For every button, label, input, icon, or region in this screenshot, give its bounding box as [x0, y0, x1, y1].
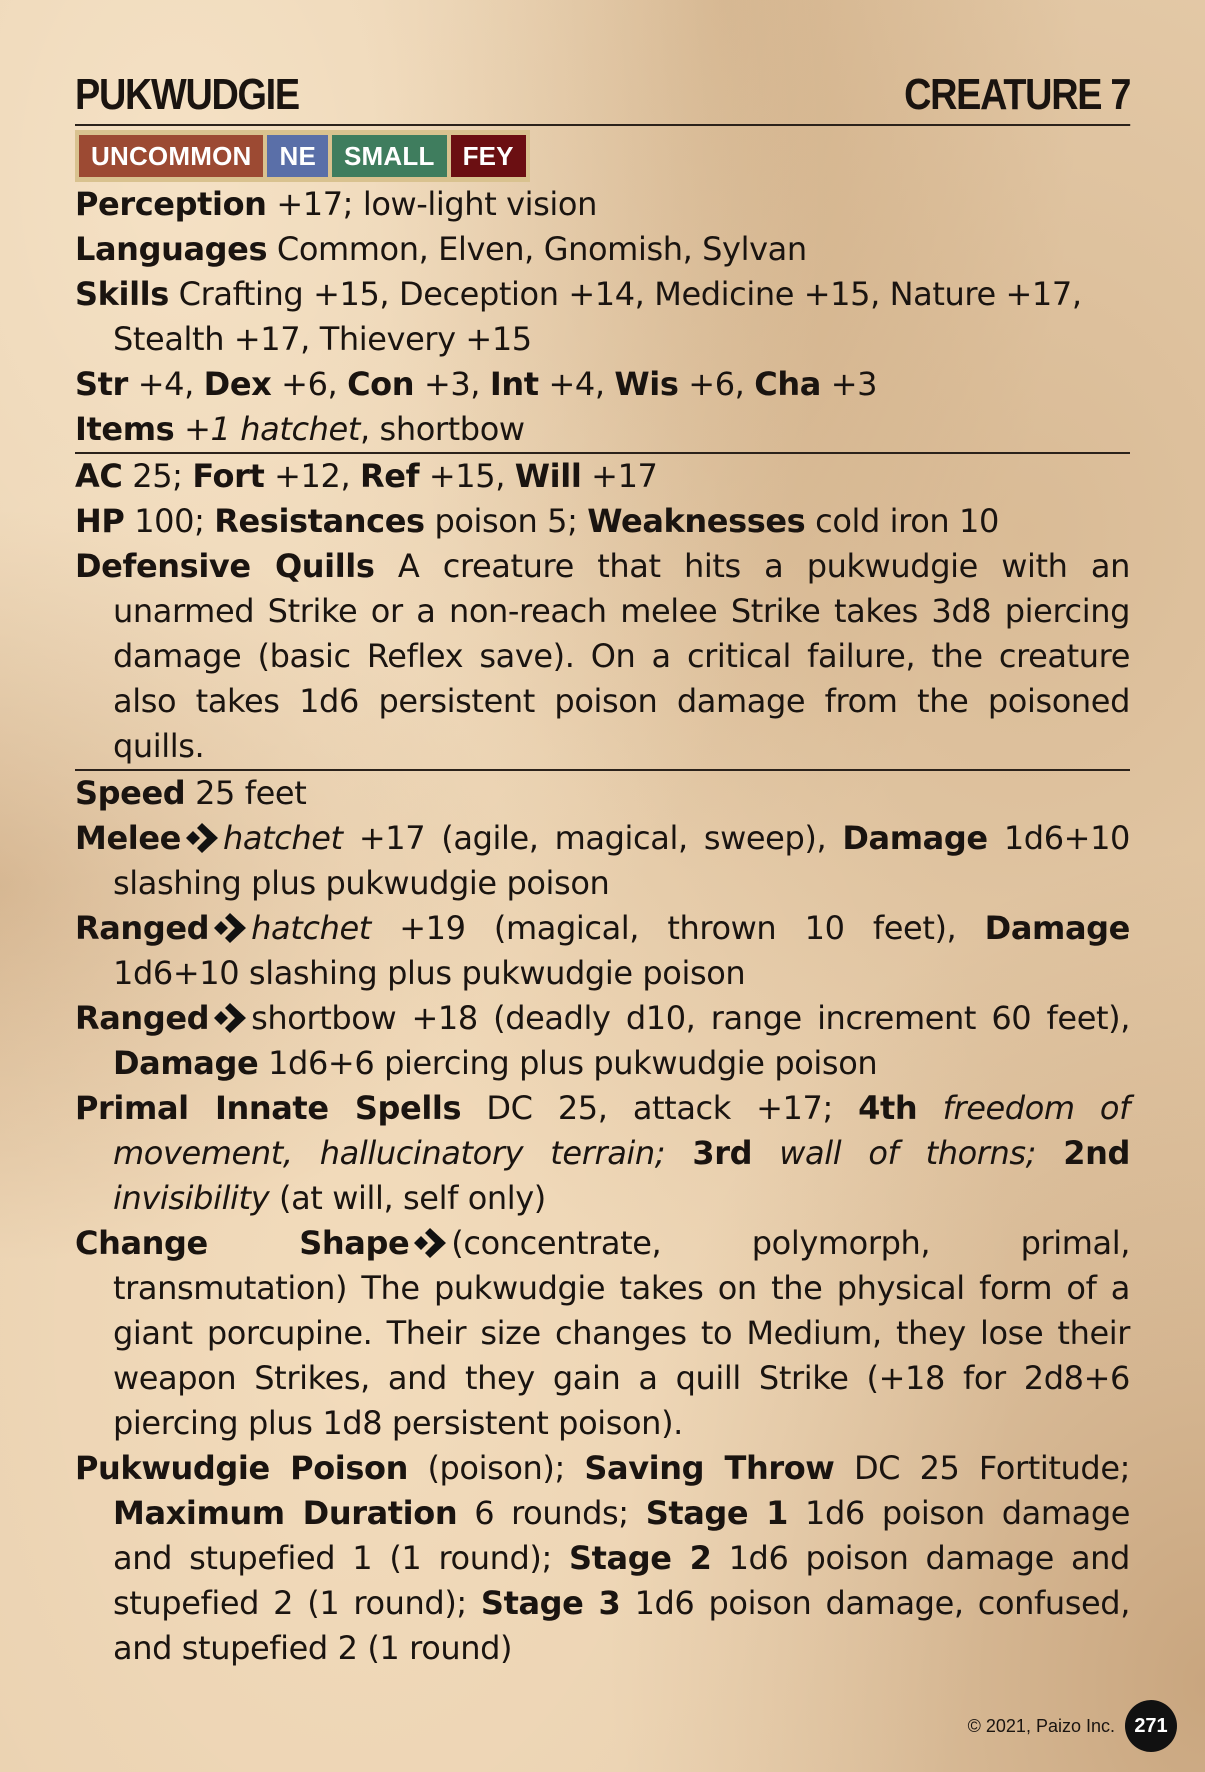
stat-block: [75, 66, 1130, 1671]
hp-line: HP 100; Resistances poison 5; Weaknesses cold iron 10: [75, 502, 999, 540]
page-footer: [968, 1700, 1177, 1752]
single-action-icon: [213, 1002, 247, 1034]
melee-strike: Melee hatchet +17 (agile, magical, sweep), Damage 1d6+10 slashing plus pukwudgie poison: [75, 819, 1130, 902]
trait-fey: FEY: [451, 135, 526, 177]
change-shape-ability: Change Shape (concentrate, polymorph, primal, transmutation) The pukwudgie takes on the physical form of a giant porcupine. Their size changes to Medium, they lose their weapon Strikes, and they gain a quill Strike (+18 for 2d8+6 piercing plus 1d8 persistent poison).: [75, 1224, 1130, 1442]
trait-alignment: NE: [267, 135, 328, 177]
copyright-notice: © 2021, Paizo Inc.: [967, 1715, 1115, 1736]
trait-uncommon: UNCOMMON: [79, 135, 263, 177]
pukwudgie-poison-ability: Pukwudgie Poison (poison); Saving Throw DC 25 Fortitude; Maximum Duration 6 rounds; Stage 1 1d6 poison damage and stupefied 1 (1 round); Stage 2 1d6 poison damage and stupefied 2 (1 round); Stage 3 1d6 poison damage, confused, and stupefied 2 (1 round): [75, 1449, 1131, 1667]
skills-line: Skills Crafting +15, Deception +14, Medicine +15, Nature +17, Stealth +17, Thievery +15: [75, 275, 1082, 358]
creature-name: PUKWUDGIE: [75, 70, 299, 119]
single-action-icon: [413, 1227, 447, 1259]
defenses-line: AC 25; Fort +12, Ref +15, Will +17: [75, 457, 658, 495]
perception-line: Perception +17; low-light vision: [75, 185, 597, 223]
languages-line: Languages Common, Elven, Gnomish, Sylvan: [75, 230, 807, 268]
ranged-strike-hatchet: Ranged hatchet +19 (magical, thrown 10 feet), Damage 1d6+10 slashing plus pukwudgie poison: [75, 909, 1130, 992]
single-action-icon: [185, 822, 219, 854]
ranged-strike-shortbow: Ranged shortbow +18 (deadly d10, range increment 60 feet), Damage 1d6+6 piercing plus pukwudgie poison: [75, 999, 1130, 1082]
trait-list: [75, 130, 530, 182]
items-line: Items +1 hatchet, shortbow: [75, 410, 525, 448]
innate-spells: Primal Innate Spells DC 25, attack +17; 4th freedom of movement, hallucinatory terrain; 3rd wall of thorns; 2nd invisibility (at will, self only): [75, 1089, 1130, 1217]
creature-level: CREATURE 7: [904, 70, 1131, 119]
speed-line: Speed 25 feet: [75, 774, 307, 812]
single-action-icon: [213, 912, 247, 944]
trait-size: SMALL: [332, 135, 447, 177]
stat-block-header: [75, 66, 1130, 126]
ability-scores-line: Str +4, Dex +6, Con +3, Int +4, Wis +6, Cha +3: [75, 365, 878, 403]
defensive-quills-ability: Defensive Quills A creature that hits a pukwudgie with an unarmed Strike or a non-reach melee Strike takes 3d8 piercing damage (basic Reflex save). On a critical failure, the creature also takes 1d6 persistent poison damage from the poisoned quills.: [75, 547, 1130, 765]
page-number: 271: [1125, 1700, 1177, 1752]
